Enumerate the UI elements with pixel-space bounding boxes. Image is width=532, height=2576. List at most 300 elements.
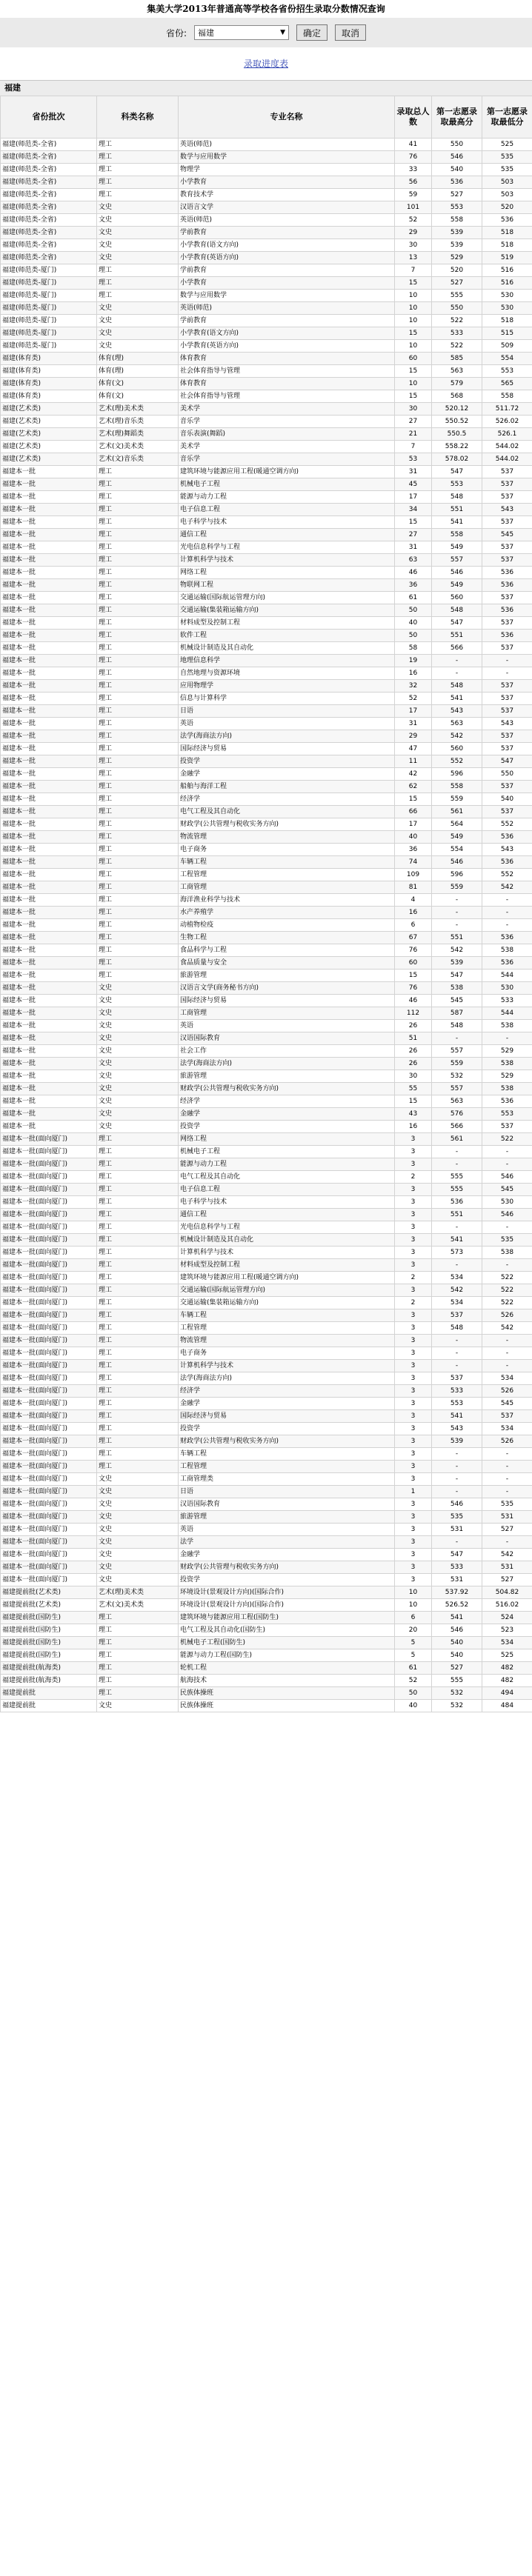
cell-major: 英语(师范) [179, 139, 395, 151]
cell-batch: 福建提前批(国防生) [1, 1649, 97, 1662]
cell-category: 艺术(理)音乐类 [97, 416, 179, 428]
cell-total: 4 [395, 894, 432, 907]
cell-max-score: 550.5 [432, 428, 482, 441]
cell-category: 艺术(理)美术类 [97, 403, 179, 416]
table-row [1, 844, 532, 856]
cell-total: 10 [395, 340, 432, 353]
cell-batch: 福建本一批(面向厦门) [1, 1574, 97, 1586]
cell-max-score: 522 [432, 340, 482, 353]
filter-bar [0, 18, 532, 47]
cell-category: 理工 [97, 1687, 179, 1700]
submit-button[interactable]: 确定 [296, 24, 327, 41]
table-row [1, 856, 532, 869]
cell-major: 网络工程 [179, 1133, 395, 1146]
cell-category: 理工 [97, 1372, 179, 1385]
cell-min-score: 545 [482, 1184, 532, 1196]
cell-batch: 福建(艺术类) [1, 441, 97, 453]
cell-batch: 福建本一批 [1, 907, 97, 919]
cell-major: 工程管理 [179, 1322, 395, 1335]
cell-batch: 福建(艺术类) [1, 416, 97, 428]
cell-category: 理工 [97, 793, 179, 806]
cell-batch: 福建本一批 [1, 768, 97, 781]
cell-max-score: 546 [432, 856, 482, 869]
cell-major: 地理信息科学 [179, 655, 395, 667]
cell-major: 信息与计算科学 [179, 693, 395, 705]
cell-total: 3 [395, 1234, 432, 1247]
cell-batch: 福建提前批(艺术类) [1, 1599, 97, 1612]
cell-total: 19 [395, 655, 432, 667]
cell-max-score: 543 [432, 1423, 482, 1435]
table-row [1, 353, 532, 365]
cell-category: 体育(理) [97, 353, 179, 365]
cell-major: 投资学 [179, 1574, 395, 1586]
cell-category: 理工 [97, 718, 179, 730]
table-row [1, 1561, 532, 1574]
cell-max-score: 534 [432, 1297, 482, 1309]
cell-category: 理工 [97, 1448, 179, 1461]
cell-category: 理工 [97, 730, 179, 743]
cell-batch: 福建(师范类-厦门) [1, 302, 97, 315]
cell-min-score: 484 [482, 1700, 532, 1712]
cell-category: 理工 [97, 907, 179, 919]
cell-batch: 福建本一批(面向厦门) [1, 1435, 97, 1448]
cell-batch: 福建本一批(面向厦门) [1, 1133, 97, 1146]
cell-batch: 福建本一批 [1, 957, 97, 970]
cell-batch: 福建本一批(面向厦门) [1, 1221, 97, 1234]
cell-category: 文史 [97, 1083, 179, 1095]
cell-batch: 福建本一批(面向厦门) [1, 1486, 97, 1498]
cell-batch: 福建本一批 [1, 642, 97, 655]
cell-max-score: 527 [432, 1662, 482, 1675]
cell-batch: 福建(师范类-全省) [1, 151, 97, 164]
cell-total: 50 [395, 630, 432, 642]
table-row [1, 667, 532, 680]
cell-min-score: 516.02 [482, 1599, 532, 1612]
cell-total: 34 [395, 504, 432, 516]
cell-min-score: 544.02 [482, 453, 532, 466]
cell-category: 理工 [97, 1649, 179, 1662]
cell-total: 40 [395, 617, 432, 630]
table-row [1, 139, 532, 151]
score-table [0, 96, 532, 1712]
cell-min-score: 516 [482, 277, 532, 290]
cell-category: 理工 [97, 693, 179, 705]
table-row [1, 1020, 532, 1032]
cell-batch: 福建本一批 [1, 1058, 97, 1070]
cell-category: 理工 [97, 705, 179, 718]
cell-category: 理工 [97, 1133, 179, 1146]
cell-max-score: 550.52 [432, 416, 482, 428]
cell-min-score: 525 [482, 1649, 532, 1662]
cell-major: 电气工程及其自动化 [179, 806, 395, 818]
cell-total: 3 [395, 1561, 432, 1574]
cell-total: 3 [395, 1335, 432, 1347]
table-row [1, 252, 532, 264]
cell-batch: 福建(师范类-全省) [1, 252, 97, 264]
cell-category: 理工 [97, 1196, 179, 1209]
cell-batch: 福建本一批 [1, 982, 97, 995]
cell-min-score: 552 [482, 869, 532, 881]
cell-category: 文史 [97, 1473, 179, 1486]
table-row [1, 491, 532, 504]
cell-min-score: 526.02 [482, 416, 532, 428]
table-row [1, 743, 532, 755]
cell-major: 小学教育(英语方向) [179, 340, 395, 353]
cell-min-score: 540 [482, 793, 532, 806]
cell-min-score: 534 [482, 1423, 532, 1435]
cell-total: 53 [395, 453, 432, 466]
table-row [1, 1398, 532, 1410]
cell-max-score: - [432, 1158, 482, 1171]
cell-max-score: 540 [432, 1637, 482, 1649]
cell-total: 3 [395, 1398, 432, 1410]
cell-total: 63 [395, 554, 432, 567]
cell-batch: 福建本一批(面向厦门) [1, 1448, 97, 1461]
cell-total: 45 [395, 478, 432, 491]
table-row [1, 1448, 532, 1461]
cell-total: 10 [395, 1599, 432, 1612]
cell-total: 3 [395, 1524, 432, 1536]
cell-category: 艺术(理)舞蹈类 [97, 428, 179, 441]
cell-total: 29 [395, 227, 432, 239]
cell-batch: 福建(艺术类) [1, 403, 97, 416]
table-row [1, 214, 532, 227]
cell-max-score: 551 [432, 504, 482, 516]
cell-category: 理工 [97, 617, 179, 630]
cell-max-score: 557 [432, 1045, 482, 1058]
cell-max-score: 551 [432, 932, 482, 944]
cell-batch: 福建本一批 [1, 567, 97, 579]
cell-total: 109 [395, 869, 432, 881]
cell-major: 数学与应用数学 [179, 290, 395, 302]
cell-total: 52 [395, 693, 432, 705]
cell-total: 3 [395, 1435, 432, 1448]
table-row [1, 1196, 532, 1209]
cell-max-score: 537 [432, 1309, 482, 1322]
cell-max-score: 552 [432, 755, 482, 768]
cell-batch: 福建本一批 [1, 1095, 97, 1108]
cell-batch: 福建(师范类-厦门) [1, 290, 97, 302]
table-row [1, 1511, 532, 1524]
cell-category: 理工 [97, 1158, 179, 1171]
table-row [1, 1624, 532, 1637]
cell-batch: 福建提前批(航海类) [1, 1662, 97, 1675]
cell-category: 艺术(理)美术类 [97, 1586, 179, 1599]
cell-max-score: - [432, 1473, 482, 1486]
cell-major: 电子信息工程 [179, 504, 395, 516]
cell-min-score: - [482, 1360, 532, 1372]
cell-total: 30 [395, 239, 432, 252]
cell-batch: 福建(体育类) [1, 378, 97, 390]
cell-batch: 福建本一批(面向厦门) [1, 1234, 97, 1247]
table-row [1, 1574, 532, 1586]
cell-category: 文史 [97, 982, 179, 995]
table-row [1, 302, 532, 315]
cell-category: 文史 [97, 1007, 179, 1020]
cell-batch: 福建本一批(面向厦门) [1, 1247, 97, 1259]
cell-max-score: 553 [432, 1398, 482, 1410]
table-row [1, 957, 532, 970]
cell-major: 交通运输(国际航运管理方向) [179, 592, 395, 604]
cell-max-score: 587 [432, 1007, 482, 1020]
cell-min-score: 536 [482, 630, 532, 642]
cell-max-score: 542 [432, 944, 482, 957]
cell-min-score: 538 [482, 1020, 532, 1032]
table-row [1, 604, 532, 617]
progress-link[interactable]: 录取进度表 [243, 59, 288, 69]
table-row [1, 428, 532, 441]
cell-max-score: 549 [432, 831, 482, 844]
table-row [1, 554, 532, 567]
table-row [1, 441, 532, 453]
cell-total: 15 [395, 793, 432, 806]
cell-major: 电子商务 [179, 1347, 395, 1360]
cell-max-score: 538 [432, 982, 482, 995]
cell-major: 电子商务 [179, 844, 395, 856]
cell-batch: 福建本一批 [1, 844, 97, 856]
cell-min-score: 526.1 [482, 428, 532, 441]
table-row [1, 1536, 532, 1549]
table-row [1, 642, 532, 655]
cell-batch: 福建(师范类-全省) [1, 214, 97, 227]
cell-max-score: 541 [432, 1410, 482, 1423]
cell-max-score: 550 [432, 302, 482, 315]
cell-max-score: - [432, 907, 482, 919]
cell-total: 10 [395, 1586, 432, 1599]
cell-min-score: 536 [482, 604, 532, 617]
cell-major: 船舶与海洋工程 [179, 781, 395, 793]
cell-min-score: 534 [482, 1372, 532, 1385]
cell-category: 艺术(文)美术类 [97, 441, 179, 453]
cell-category: 理工 [97, 554, 179, 567]
cell-total: 15 [395, 516, 432, 529]
table-row [1, 932, 532, 944]
cell-min-score: - [482, 1448, 532, 1461]
cell-min-score: 526 [482, 1385, 532, 1398]
cell-major: 食品科学与工程 [179, 944, 395, 957]
cell-total: 3 [395, 1196, 432, 1209]
cell-category: 理工 [97, 680, 179, 693]
cell-batch: 福建本一批 [1, 1032, 97, 1045]
cell-category: 理工 [97, 290, 179, 302]
table-row [1, 1700, 532, 1712]
cell-batch: 福建本一批 [1, 466, 97, 478]
cell-major: 英语(师范) [179, 302, 395, 315]
cell-category: 理工 [97, 1234, 179, 1247]
cell-major: 旅游管理 [179, 1070, 395, 1083]
cell-total: 40 [395, 831, 432, 844]
cell-category: 理工 [97, 881, 179, 894]
cell-total: 17 [395, 818, 432, 831]
cell-major: 金融学 [179, 768, 395, 781]
cell-batch: 福建(师范类-厦门) [1, 277, 97, 290]
table-row [1, 1322, 532, 1335]
cell-batch: 福建本一批(面向厦门) [1, 1423, 97, 1435]
cell-max-score: 554 [432, 844, 482, 856]
table-row [1, 1335, 532, 1347]
cell-batch: 福建本一批(面向厦门) [1, 1498, 97, 1511]
cell-max-score: 550 [432, 139, 482, 151]
cell-max-score: 540 [432, 1649, 482, 1662]
cell-major: 建筑环境与能源应用工程(暖通空调方向) [179, 466, 395, 478]
cell-min-score: 537 [482, 541, 532, 554]
cell-min-score: 522 [482, 1284, 532, 1297]
cell-max-score: 541 [432, 1234, 482, 1247]
cell-batch: 福建(师范类-全省) [1, 189, 97, 201]
table-row [1, 1032, 532, 1045]
table-row [1, 201, 532, 214]
cell-major: 电子科学与技术 [179, 516, 395, 529]
cell-category: 理工 [97, 604, 179, 617]
cell-min-score: 538 [482, 1247, 532, 1259]
cell-category: 文史 [97, 239, 179, 252]
table-row [1, 1637, 532, 1649]
cell-max-score: 561 [432, 1133, 482, 1146]
cell-major: 小学教育(英语方向) [179, 252, 395, 264]
cell-major: 自然地理与资源环境 [179, 667, 395, 680]
cell-total: 15 [395, 970, 432, 982]
cell-batch: 福建本一批 [1, 730, 97, 743]
cell-category: 理工 [97, 1322, 179, 1335]
cell-batch: 福建本一批(面向厦门) [1, 1196, 97, 1209]
cell-max-score: 537 [432, 1372, 482, 1385]
cell-category: 文史 [97, 1108, 179, 1121]
table-row [1, 1221, 532, 1234]
cell-max-score: - [432, 1146, 482, 1158]
cell-max-score: 536 [432, 1196, 482, 1209]
cell-category: 文史 [97, 1574, 179, 1586]
cell-total: 3 [395, 1284, 432, 1297]
table-row [1, 1612, 532, 1624]
cell-batch: 福建本一批(面向厦门) [1, 1461, 97, 1473]
cell-batch: 福建本一批 [1, 881, 97, 894]
cell-batch: 福建本一批 [1, 491, 97, 504]
table-row [1, 781, 532, 793]
cell-total: 59 [395, 189, 432, 201]
table-row [1, 504, 532, 516]
cell-total: 21 [395, 428, 432, 441]
cell-max-score: 579 [432, 378, 482, 390]
table-row [1, 453, 532, 466]
cell-total: 3 [395, 1448, 432, 1461]
cell-min-score: 538 [482, 944, 532, 957]
cancel-button[interactable]: 取消 [335, 24, 366, 41]
cell-category: 理工 [97, 189, 179, 201]
cell-min-score: 536 [482, 957, 532, 970]
cell-min-score: 544.02 [482, 441, 532, 453]
cell-major: 民族体操班 [179, 1687, 395, 1700]
cell-min-score: 537 [482, 693, 532, 705]
cell-batch: 福建本一批 [1, 504, 97, 516]
cell-batch: 福建(体育类) [1, 390, 97, 403]
table-row [1, 1121, 532, 1133]
cell-min-score: 511.72 [482, 403, 532, 416]
cell-category: 理工 [97, 932, 179, 944]
cell-max-score: 546 [432, 1624, 482, 1637]
cell-total: 5 [395, 1637, 432, 1649]
table-row [1, 1649, 532, 1662]
cell-max-score: - [432, 1259, 482, 1272]
cell-total: 16 [395, 667, 432, 680]
province-select[interactable] [194, 25, 289, 40]
cell-total: 3 [395, 1372, 432, 1385]
cell-min-score: 537 [482, 592, 532, 604]
cell-total: 3 [395, 1473, 432, 1486]
cell-category: 理工 [97, 1612, 179, 1624]
cell-batch: 福建(艺术类) [1, 453, 97, 466]
cell-batch: 福建(体育类) [1, 365, 97, 378]
cell-max-score: 559 [432, 793, 482, 806]
cell-category: 文史 [97, 1020, 179, 1032]
cell-total: 32 [395, 680, 432, 693]
cell-min-score: 536 [482, 567, 532, 579]
cell-major: 体育教育 [179, 353, 395, 365]
cell-major: 经济学 [179, 1095, 395, 1108]
table-row [1, 881, 532, 894]
cell-min-score: 550 [482, 768, 532, 781]
cell-batch: 福建本一批(面向厦门) [1, 1209, 97, 1221]
cell-total: 2 [395, 1297, 432, 1309]
cell-category: 理工 [97, 1624, 179, 1637]
cell-category: 文史 [97, 327, 179, 340]
cell-min-score: 546 [482, 1171, 532, 1184]
cell-max-score: 573 [432, 1247, 482, 1259]
cell-category: 理工 [97, 1247, 179, 1259]
cell-min-score: 537 [482, 743, 532, 755]
cell-batch: 福建本一批 [1, 617, 97, 630]
cell-category: 体育(文) [97, 390, 179, 403]
cell-batch: 福建(师范类-厦门) [1, 327, 97, 340]
cell-batch: 福建本一批 [1, 579, 97, 592]
cell-min-score: 536 [482, 579, 532, 592]
cell-max-score: - [432, 1221, 482, 1234]
cell-min-score: 536 [482, 932, 532, 944]
cell-total: 26 [395, 1020, 432, 1032]
table-row [1, 1108, 532, 1121]
cell-min-score: 537 [482, 781, 532, 793]
cell-major: 法学(海商法方向) [179, 730, 395, 743]
cell-total: 3 [395, 1536, 432, 1549]
cell-total: 42 [395, 768, 432, 781]
cell-batch: 福建提前批(国防生) [1, 1637, 97, 1649]
cell-min-score: 542 [482, 1549, 532, 1561]
cell-category: 理工 [97, 1662, 179, 1675]
cell-min-score: - [482, 1158, 532, 1171]
cell-batch: 福建本一批 [1, 932, 97, 944]
cell-category: 理工 [97, 1385, 179, 1398]
cell-batch: 福建本一批 [1, 541, 97, 554]
cell-max-score: 541 [432, 516, 482, 529]
table-row [1, 1662, 532, 1675]
cell-category: 理工 [97, 630, 179, 642]
cell-major: 能源与动力工程 [179, 1158, 395, 1171]
table-row [1, 1297, 532, 1309]
cell-total: 17 [395, 491, 432, 504]
table-row [1, 617, 532, 630]
cell-total: 41 [395, 139, 432, 151]
cell-major: 民族体操班 [179, 1700, 395, 1712]
cell-batch: 福建本一批 [1, 856, 97, 869]
cell-batch: 福建本一批 [1, 781, 97, 793]
cell-major: 工程管理 [179, 869, 395, 881]
cell-max-score: 559 [432, 881, 482, 894]
table-row [1, 378, 532, 390]
table-row [1, 529, 532, 541]
cell-category: 理工 [97, 919, 179, 932]
cell-major: 通信工程 [179, 529, 395, 541]
cell-major: 能源与动力工程(国防生) [179, 1649, 395, 1662]
cell-category: 理工 [97, 151, 179, 164]
